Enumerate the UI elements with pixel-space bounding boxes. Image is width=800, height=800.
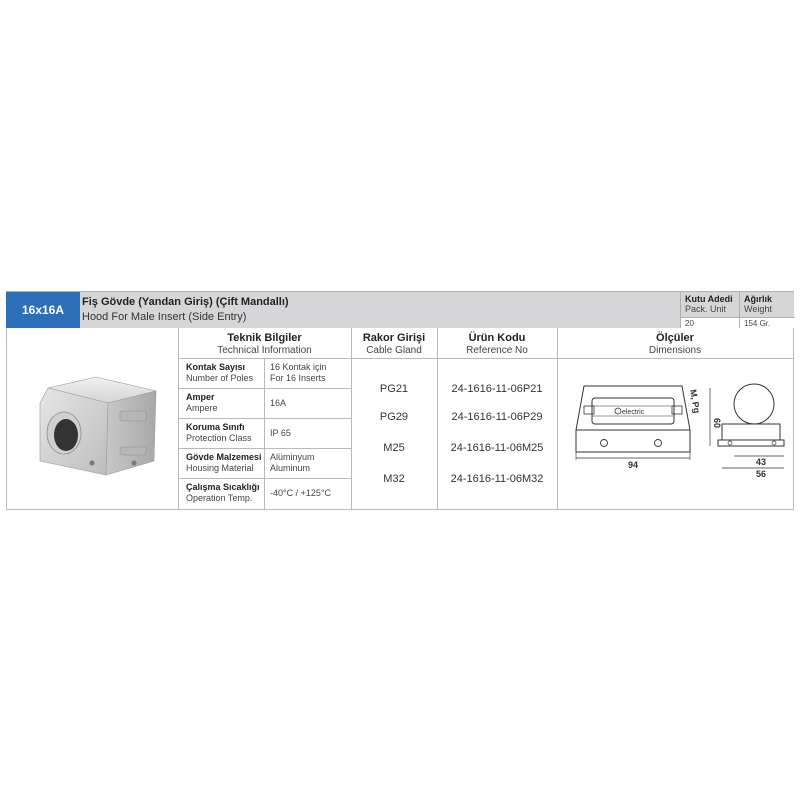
spec-key-en: Operation Temp. xyxy=(186,493,253,503)
title-english: Hood For Male Insert (Side Entry) xyxy=(82,311,247,323)
spec-key-tr: Gövde Malzemesi xyxy=(186,452,262,462)
gland-value: M32 xyxy=(383,473,405,485)
weight-label-tr: Ağırlık xyxy=(744,294,773,304)
column-title-tr: Teknik Bilgiler xyxy=(227,332,302,344)
spec-value-tr: 16 Kontak için xyxy=(270,362,327,372)
column-header-dims xyxy=(557,332,793,356)
pack-label-tr: Kutu Adedi xyxy=(685,294,733,304)
pack-value: 20 xyxy=(681,317,740,329)
column-title-en: Cable Gland xyxy=(366,345,422,356)
spec-value-tr: Alüminyum xyxy=(270,452,315,462)
weight-value: 154 Gr. xyxy=(740,317,795,329)
dimension-depth-outer: 56 xyxy=(756,469,767,479)
pack-label-en: Pack. Unit xyxy=(685,304,727,314)
thread-label: M, Pg xyxy=(688,388,703,414)
pack-unit-cell xyxy=(680,292,740,328)
reference-number: 24-1616-11-06M25 xyxy=(450,442,544,454)
reference-number: 24-1616-11-06P29 xyxy=(451,411,543,423)
spec-value: 16A xyxy=(270,398,287,408)
reference-number: 24-1616-11-06M32 xyxy=(450,473,544,485)
dimension-drawing-icon xyxy=(562,376,792,486)
weight-cell xyxy=(739,292,795,328)
column-title-tr: Ürün Kodu xyxy=(468,332,526,344)
column-header-ref xyxy=(437,332,557,356)
spec-key-tr: Çalışma Sıcaklığı xyxy=(186,482,260,492)
spec-value-en: Aluminum xyxy=(270,463,311,473)
column-title-en: Reference No xyxy=(466,345,528,356)
spec-value: IP 65 xyxy=(270,428,291,438)
spec-row-material xyxy=(178,448,351,479)
column-title-tr: Rakor Girişi xyxy=(362,332,426,344)
dimension-depth-inner: 43 xyxy=(756,457,767,467)
weight-label-en: Weight xyxy=(744,304,772,314)
gland-value: M25 xyxy=(383,442,405,454)
brand-label: electric xyxy=(622,409,645,416)
column-title-tr: Ölçüler xyxy=(656,332,694,344)
product-sheet xyxy=(6,291,794,510)
size-badge: 16x16A xyxy=(6,292,80,328)
spec-value: -40°C / +125°C xyxy=(270,488,331,498)
reference-number: 24-1616-11-06P21 xyxy=(451,383,543,395)
spec-key-tr: Koruma Sınıfı xyxy=(186,422,245,432)
title-turkish: Fiş Gövde (Yandan Giriş) (Çift Mandallı) xyxy=(82,296,289,308)
column-title-en: Dimensions xyxy=(648,345,702,356)
spec-row-poles xyxy=(178,358,351,389)
spec-key-tr: Amper xyxy=(186,392,215,402)
column-title-en: Technical Information xyxy=(217,345,312,356)
column-header-gland xyxy=(351,332,437,356)
spec-row-temperature xyxy=(178,478,351,509)
dimension-height: 60 xyxy=(712,418,722,429)
hood-photo-icon xyxy=(26,353,166,483)
spec-key-en: Number of Poles xyxy=(186,373,254,383)
spec-key-en: Ampere xyxy=(186,403,218,413)
spec-row-ampere xyxy=(178,388,351,419)
dimension-width: 94 xyxy=(627,460,639,470)
spec-key-tr: Kontak Sayısı xyxy=(186,362,246,372)
header-bar xyxy=(6,291,794,329)
spec-value-en: For 16 Inserts xyxy=(270,373,326,383)
spec-row-protection xyxy=(178,418,351,449)
column-header-tech xyxy=(178,332,351,356)
gland-value: PG21 xyxy=(379,383,409,395)
spec-key-en: Housing Material xyxy=(186,463,254,473)
gland-value: PG29 xyxy=(379,411,409,423)
spec-key-en: Protection Class xyxy=(186,433,252,443)
